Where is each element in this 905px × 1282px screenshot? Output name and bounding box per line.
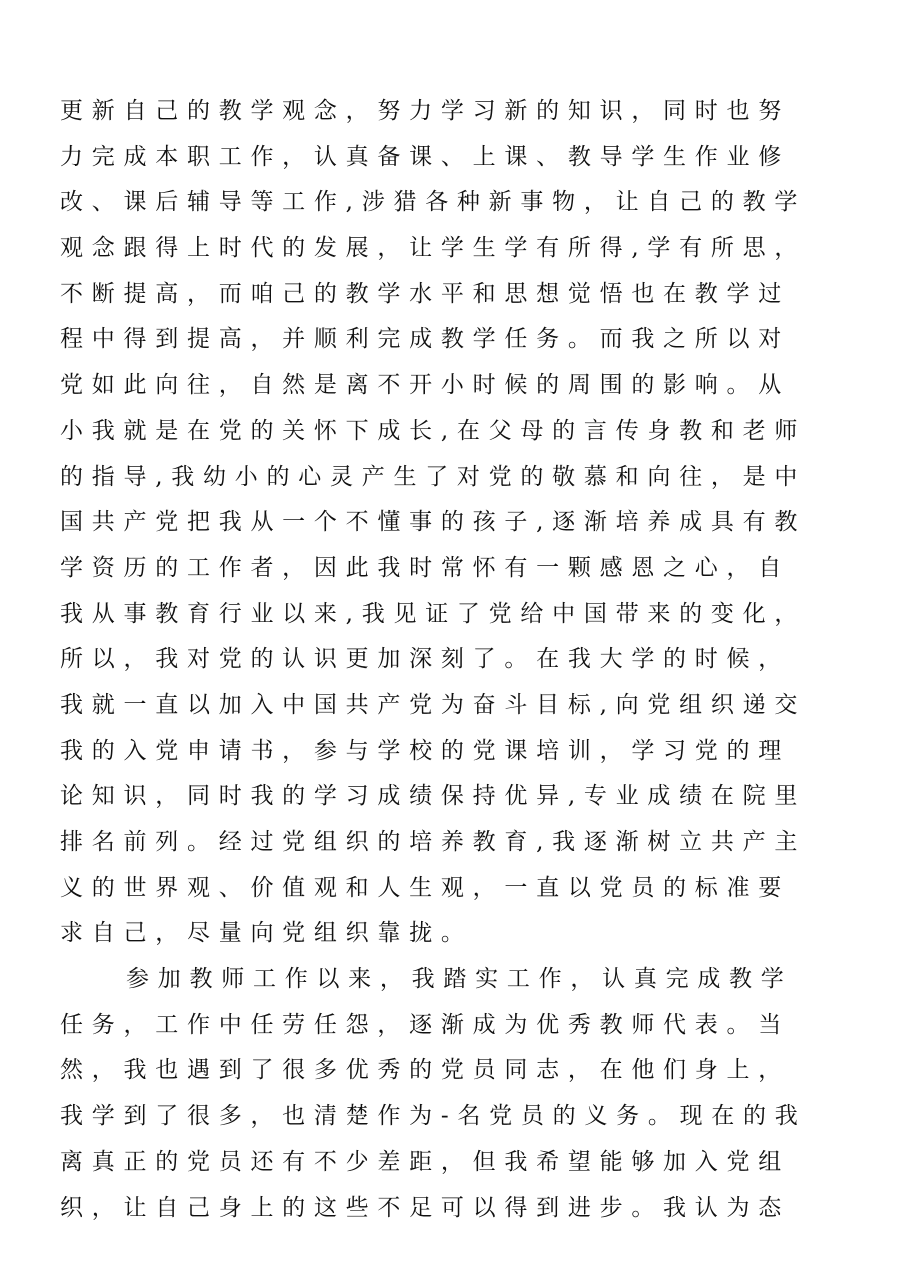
text-line: 党如此向往，自然是离不开小时候的周围的影响。从 (60, 372, 791, 399)
text-line: 论知识，同时我的学习成绩保持优异,专业成绩在院里 (60, 783, 807, 810)
text-line: 排名前列。经过党组织的培养教育,我逐渐树立共产主 (60, 829, 807, 855)
body-text (60, 89, 850, 1231)
text-line: 义的世界观、价值观和人生观，一直以党员的标准要 (60, 874, 791, 901)
text-line: 我的入党申请书，参与学校的党课培训，学习党的理 (60, 737, 791, 764)
text-line: 小我就是在党的关怀下成长,在父母的言传身教和老师 (60, 417, 807, 444)
paragraph-start-line: 参加教师工作以来，我踏实工作，认真完成教学 (126, 966, 793, 993)
text-line: 不断提高，而咱己的教学水平和思想觉悟也在教学过 (60, 280, 791, 307)
text-line: 力完成本职工作，认真备课、上课、教导学生作业修 (60, 143, 791, 170)
text-line: 我学到了很多，也清楚作为-名党员的义务。现在的我 (60, 1103, 807, 1130)
text-line: 所以，我对党的认识更加深刻了。在我大学的时候， (60, 646, 791, 673)
text-line: 改、课后辅导等工作,涉猎各种新事物，让自己的教学 (60, 189, 807, 216)
text-line: 织，让自己身上的这些不足可以得到进步。我认为态 (60, 1194, 791, 1221)
text-line: 离真正的党员还有不少差距，但我希望能够加入党组 (60, 1148, 791, 1175)
text-line: 学资历的工作者，因此我时常怀有一颗感恩之心，自 (60, 554, 791, 581)
text-line: 然，我也遇到了很多优秀的党员同志，在他们身上， (60, 1057, 791, 1084)
text-line: 任务，工作中任劳任怨，逐渐成为优秀教师代表。当 (60, 1011, 791, 1038)
text-line: 观念跟得上时代的发展，让学生学有所得,学有所思， (60, 235, 807, 262)
text-line: 更新自己的教学观念，努力学习新的知识，同时也努 (60, 98, 791, 124)
text-line: 的指导,我幼小的心灵产生了对党的敬慕和向往，是中 (60, 463, 807, 490)
text-line: 国共产党把我从一个不懂事的孩子,逐渐培养成具有教 (60, 509, 807, 536)
text-line: 我从事教育行业以来,我见证了党给中国带来的变化， (60, 600, 807, 627)
text-line: 我就一直以加入中国共产党为奋斗目标,向党组织递交 (60, 691, 807, 718)
text-line: 程中得到提高，并顺利完成教学任务。而我之所以对 (60, 326, 791, 353)
text-line: 求自己，尽量向党组织靠拢。 (60, 920, 473, 947)
